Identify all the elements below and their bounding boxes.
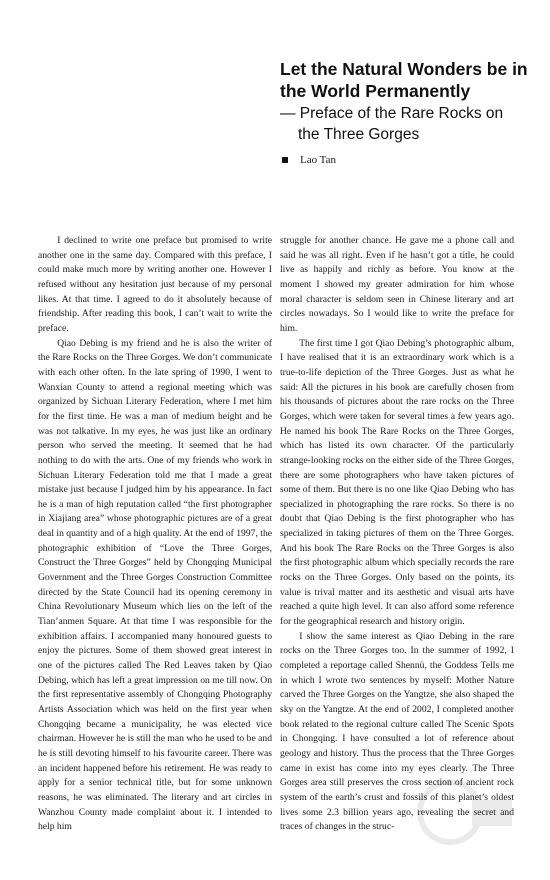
body-paragraph-continued: struggle for another chance. He gave me a phone call and said he was all right. Even if he hasn’t got a title, he could live as happily and richly as before. You know at the moment I showed my greater admiration for him whose moral character is seldom seen in Chinese literary and art circles nowadays. So I would like to write the preface for him. — [280, 235, 514, 334]
body-paragraph: I declined to write one preface but promised to write another one in the same day. Compared with this preface, I could make much more by writing another one. However I refused without any hesitation just because of my personal likes. At that time. I agreed to do it absolutely because of friendship. After reading this book, I can’t wait to write the preface. — [38, 235, 272, 334]
body-paragraph: The first time I got Qiao Debing’s photographic album, I have realised that it is an extraordinary work which is a true-to-life depiction of the Three Gorges. Just as what he said: All the pictures in his book are carefully chosen from his thousands of pictures about the rare rocks on the Three Gorges, which were taken for several times a few years ago. He named his book The Rare Rocks on the Three Gorges, which has listed its own character. Of the particularly strange-looking rocks on the either side of the Three Gorges, there are some photographers who have taken pictures of some of them. But there is no one like Qiao Debing who has specialized in photographing the rare rocks. So there is no doubt that Qiao Debing is the first photographer who has specialized in taking pictures of them on the Three Gorges. And his book The Rare Rocks on the Three Gorges is also the first photographic album which specially records the rare rocks on the Three Gorges. Only based on the points, its value is trival matter and its aesthetic and visual arts have reached a quite high level. It can also afford some reference for the geographical research and history origin. — [280, 337, 514, 628]
author-name: Lao Tan — [300, 154, 336, 166]
article-title: Let the Natural Wonders be in the World Permanently — [280, 59, 528, 101]
body-paragraph: Qiao Debing is my friend and he is also the writer of the Rare Rocks on the Three Gorges. We don’t communicate with each other often. In the late spring of 1990, I went to Wanxian County to attend a regional meeting which was organized by Sichuan Literary Federation, where I met him for the first time. He was a man of medium height and he was not talkative. In my eyes, he was just like an ordinary person who served the meeting. It seemed that he had nothing to do with the arts. One of my friends who work in Sichuan Literary Federation told me that I made a great mistake just because I judged him by his appearance. In fact he is a man of high reputation called “the first photographer in Xiajiang area” whose photographic pictures are of a great deal in quantity and of a high quality. At the end of 1997, the photographic exhibition of “Love the Three Gorges, Construct the Three Gorges” held by Chongqing Municipal Government and the Three Gorges Construction Committee directed by the State Council had its opening ceremony in China Revolutionary Museum which lies on the left of the Tian’anmen Square. At that time I was responsible for the exhibition affairs. I accompanied many honoured guests to enjoy the pictures. Some of them showed great interest in one of the pictures called The Red Leaves taken by Qiao Debing, which has left a great impression on me till now. On the first representative assembly of Chongqing Photography Artists Association which was held on the first year when Chongqing became a municipality, he was elected vice chairman. However he is still the man who he used to be and he is still devoting himself to his favourite career. There was an incident happened before his retirement. He was ready to apply for a senior technical title, but for some unknown reasons, he was eliminated. The literary and art circles in Wanzhou County made complaint about it. I intended to help him — [38, 337, 272, 833]
article-subtitle — [280, 103, 542, 145]
article-subtitle-line1: — Preface of the Rare Rocks on — [280, 105, 504, 122]
square-bullet-icon — [282, 157, 288, 163]
article-header — [280, 58, 542, 166]
right-column — [280, 234, 514, 835]
author-line — [280, 154, 542, 166]
body-paragraph: I show the same interest as Qiao Debing in the rare rocks on the Three Gorges too. In the summer of 1992, I completed a reportage called Shennü, the Goddess Tells me in which I wrote two sentences by myself: Mother Nature carved the Three Gorges on the Yangtze, she also shaped the sky on the Yangtze. At the end of 2002, I completed another book related to the regional culture called The Scenic Spots in Chongqing. I have consulted a lot of reference about geology and history. Thus the process that the Three Gorges came in exist has come into my eyes clearly. The Three Gorges area still preserves the cross section of ancient rock system of the earth’s crust and fossils of this planet’s oldest lives some 2.3 billion years ago, revealing the secret and traces of changes in the struc- — [280, 630, 514, 833]
left-column — [38, 234, 272, 835]
article-subtitle-line2: the Three Gorges — [298, 126, 420, 143]
